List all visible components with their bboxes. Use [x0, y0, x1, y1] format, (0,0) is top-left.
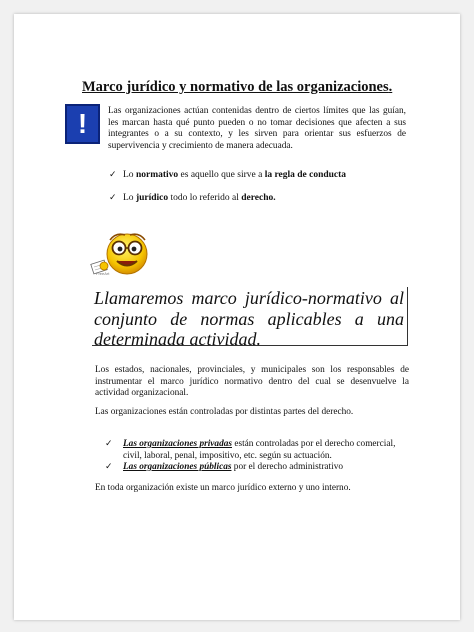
checkmark-icon: ✓	[109, 193, 117, 203]
check-item-normativo: ✓ Lo normativo es aquello que sirve a la regla de conducta	[109, 170, 347, 180]
checkmark-icon: ✓	[105, 439, 113, 449]
bullet-privadas: ✓ Las organizaciones privadas están controladas por el derecho comercial, civil, laboral, penal, impositivo, etc. según su actuación.	[105, 439, 396, 461]
paragraph-marco-externo-interno: En toda organización existe un marco jurídico externo y uno interno.	[95, 483, 351, 493]
smiley-caption: FreeArt	[96, 271, 110, 276]
check-item-juridico: ✓ Lo jurídico todo lo referido al derecho.	[109, 193, 276, 203]
paragraph-controladas: Las organizaciones están controladas por distintas partes del derecho.	[95, 407, 354, 417]
checkmark-icon: ✓	[105, 462, 113, 472]
intro-paragraph: Las organizaciones actúan contenidas dentro de ciertos límites que las guían, les marcan hasta qué punto pueden o no tomar decisiones que afecten a sus integrantes o a su contexto, y les sirven para orientar sus esfuerzos de supervivencia y crecimiento de manera adecuada.	[108, 106, 406, 151]
paragraph-estados: Los estados, nacionales, provinciales, y municipales son los responsables de instrumentar el marco jurídico normativo dentro del cual se desenvuelve la actividad organizacional.	[95, 365, 409, 399]
page-title: Marco jurídico y normativo de las organizaciones.	[82, 79, 393, 95]
quote-text: Llamaremos marco jurídico-normativo al conjunto de normas aplicables a una determinada actividad.	[94, 288, 404, 349]
bullet-publicas: ✓ Las organizaciones públicas por el derecho administrativo	[105, 462, 344, 472]
quote-box	[92, 287, 408, 349]
exclamation-icon: !	[65, 104, 100, 144]
checkmark-icon: ✓	[109, 170, 117, 180]
